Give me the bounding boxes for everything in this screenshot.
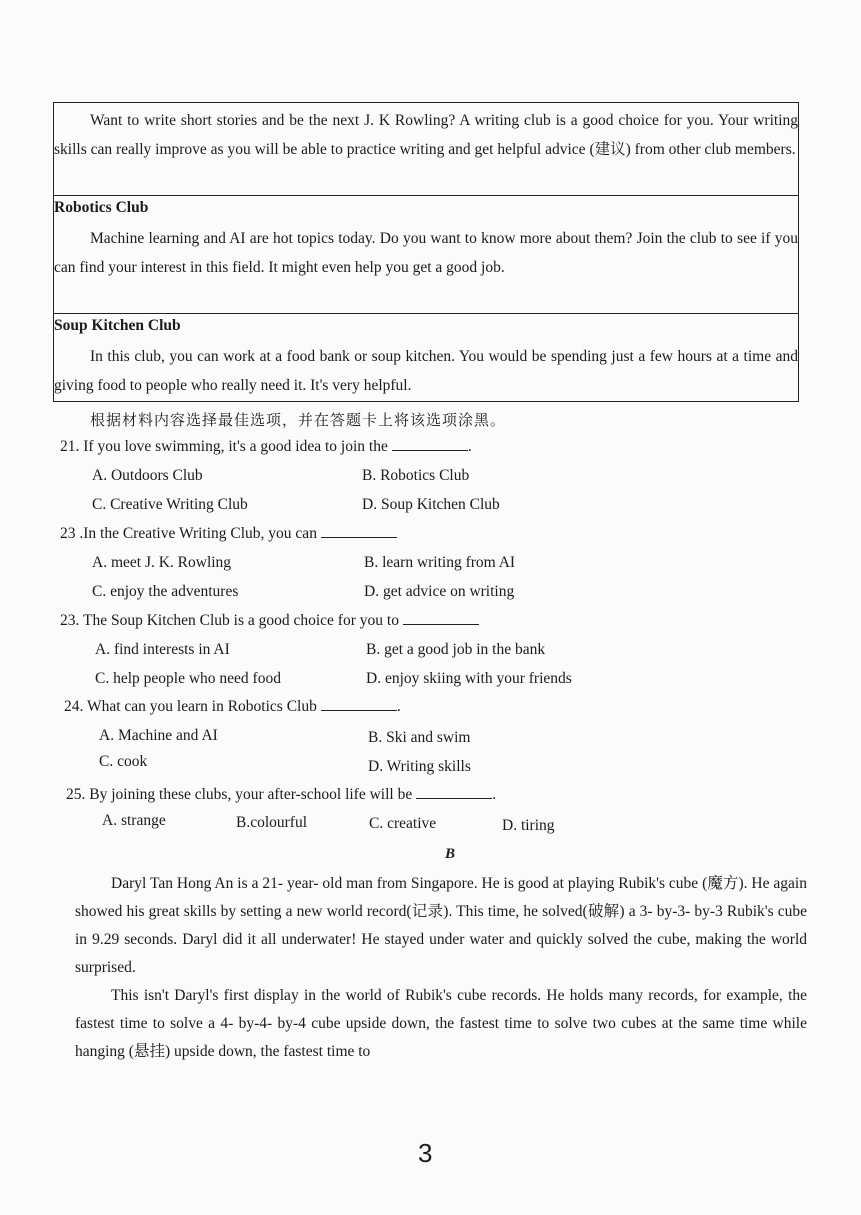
question-stem: 23. The Soup Kitchen Club is a good choice for you to <box>60 612 399 629</box>
option-23c: C. help people who need food <box>95 670 281 687</box>
question-24 <box>64 698 401 716</box>
option-21c: C. Creative Writing Club <box>92 496 248 513</box>
option-24d: D. Writing skills <box>368 758 471 775</box>
passage-b <box>75 870 807 1066</box>
question-tail: . <box>396 698 401 715</box>
question-21 <box>60 438 472 456</box>
option-25a: A. strange <box>102 812 166 829</box>
page-number: 3 <box>418 1138 433 1168</box>
passage-b-paragraph-1: Daryl Tan Hong An is a 21- year- old man from Singapore. He is good at playing Rubik's cube (魔方). He again showed his great skills by setting a new world record(记录). This time, he solved(破解) a 3- by-3- by-3 Rubik's cube in 9.29 seconds. Daryl did it all underwater! He stayed under water and quickly solved the cube, making the world surprised. <box>75 875 807 976</box>
option-21d: D. Soup Kitchen Club <box>362 496 500 513</box>
option-21b: B. Robotics Club <box>362 467 470 484</box>
option-22d: D. get advice on writing <box>364 583 515 600</box>
writing-club-paragraph: Want to write short stories and be the next J. K Rowling? A writing club is a good choice for you. Your writing skills can really improve as you will be able to practice writing and get helpful advice (建议) from other club members. <box>54 112 798 158</box>
option-21a: A. Outdoors Club <box>92 467 203 484</box>
question-stem: 25. By joining these clubs, your after-school life will be <box>66 786 413 803</box>
question-stem: 21. If you love swimming, it's a good idea to join the <box>60 438 388 455</box>
soup-kitchen-club-title: Soup Kitchen Club <box>54 317 181 334</box>
instruction-text: 根据材料内容选择最佳选项，并在答题卡上将该选项涂黑。 <box>90 413 507 429</box>
option-24c: C. cook <box>99 753 148 770</box>
section-b-heading: B <box>445 846 456 862</box>
option-22c: C. enjoy the adventures <box>92 583 239 600</box>
option-23d: D. enjoy skiing with your friends <box>366 670 572 687</box>
soup-kitchen-club-paragraph: In this club, you can work at a food bank or soup kitchen. You would be spending just a few hours at a time and giving food to people who really need it. It's very helpful. <box>54 348 798 394</box>
answer-blank <box>403 623 479 625</box>
reading-box <box>53 102 799 402</box>
question-25 <box>66 786 496 804</box>
question-stem: 24. What can you learn in Robotics Club <box>64 698 317 715</box>
question-tail: . <box>467 438 472 455</box>
option-24b: B. Ski and swim <box>368 729 471 746</box>
divider-line <box>54 313 798 314</box>
robotics-club-title: Robotics Club <box>54 199 149 216</box>
answer-blank <box>321 536 397 538</box>
answer-blank <box>416 797 492 799</box>
answer-blank <box>321 709 397 711</box>
option-23b: B. get a good job in the bank <box>366 641 546 658</box>
option-24a: A. Machine and AI <box>99 727 218 744</box>
question-stem: 23 .In the Creative Writing Club, you can <box>60 525 317 542</box>
question-23 <box>60 612 479 630</box>
option-25d: D. tiring <box>502 817 555 834</box>
passage-b-paragraph-2: This isn't Daryl's first display in the world of Rubik's cube records. He holds many records, for example, the fastest time to solve a 4- by-4- by-4 cube upside down, the fastest time to solve two cubes at the same time while hanging (悬挂) upside down, the fastest time to <box>75 987 807 1060</box>
option-22a: A. meet J. K. Rowling <box>92 554 232 571</box>
option-25b: B.colourful <box>236 814 308 831</box>
divider-line <box>54 195 798 196</box>
option-23a: A. find interests in AI <box>95 641 230 658</box>
option-22b: B. learn writing from AI <box>364 554 516 571</box>
question-tail: . <box>492 786 497 803</box>
question-22 <box>60 525 397 543</box>
answer-blank <box>392 449 468 451</box>
robotics-club-paragraph: Machine learning and AI are hot topics today. Do you want to know more about them? Join the club to see if you can find your interest in this field. It might even help you get a good job. <box>54 230 798 276</box>
option-25c: C. creative <box>369 815 437 832</box>
